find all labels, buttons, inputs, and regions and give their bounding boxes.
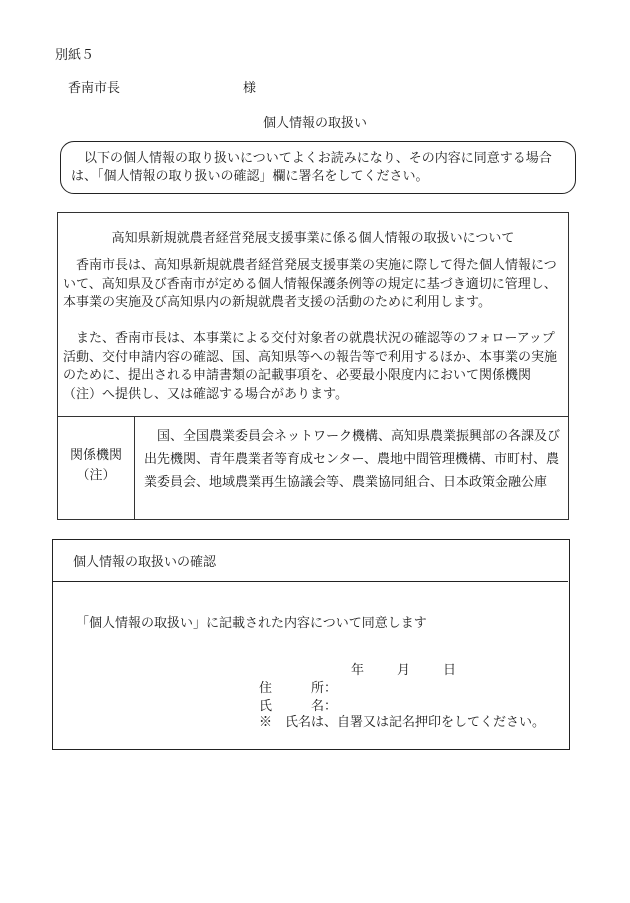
notice-text: 以下の個人情報の取り扱いについてよくお読みになり、その内容に同意する場合は、「個人情報の取り扱いの確認」欄に署名をしてください。	[71, 151, 552, 184]
addressee-suffix: 様	[243, 81, 257, 96]
date-field[interactable]	[351, 659, 456, 678]
day-label: 日	[443, 663, 457, 678]
confirmation-heading: 個人情報の取扱いの確認	[73, 555, 217, 570]
org-label	[58, 446, 134, 486]
notice-box	[60, 141, 576, 194]
addressee: 香南市長	[68, 81, 121, 96]
confirmation-divider	[53, 581, 568, 582]
document-number: 別紙５	[55, 48, 95, 63]
consent-text: 「個人情報の取扱い」に記載された内容について同意します	[76, 616, 427, 631]
document-title: 個人情報の取扱い	[262, 116, 367, 131]
info-table	[57, 212, 569, 520]
address-label: 住 所：	[259, 681, 338, 696]
org-list: 国、全国農業委員会ネットワーク機構、高知県農業振興部の各課及び出先機関、青年農業者等育成センター、農地中間管理機構、市町村、農業委員会、地域農業再生協議会等、農業協同組合、日本政策金融公庫	[144, 429, 561, 490]
year-label: 年	[351, 663, 365, 678]
month-label: 月	[397, 663, 411, 678]
info-heading: 高知県新規就農者経営発展支援事業に係る個人情報の取扱いについて	[111, 231, 515, 246]
org-label-line-2: （注）	[76, 468, 116, 483]
name-label: 氏 名：	[259, 699, 338, 714]
confirmation-box	[52, 539, 570, 750]
address-field[interactable]	[259, 677, 337, 696]
info-paragraph-1: 香南市長は、高知県新規就農者経営発展支援事業の実施に際して得た個人情報について、高知県及び香南市が定める個人情報保護条例等の規定に基づき適切に管理し、本事業の実施及び高知県内の新規就農者支援の活動のために利用します。	[63, 258, 557, 310]
table-column-divider	[134, 416, 135, 519]
info-paragraph-2: また、香南市長は、本事業による交付対象者の就農状況の確認等のフォローアップ活動、交付申請内容の確認、国、高知県等への報告等で利用するほか、本事業の実施のために、提出される申請書類の記載事項を、必要最小限度内において関係機関（注）へ提供し、又は確認する場合があります。	[63, 331, 558, 402]
org-label-line-1: 関係機関	[69, 448, 122, 463]
signature-note: ※ 氏名は、自署又は記名押印をしてください。	[259, 715, 546, 730]
